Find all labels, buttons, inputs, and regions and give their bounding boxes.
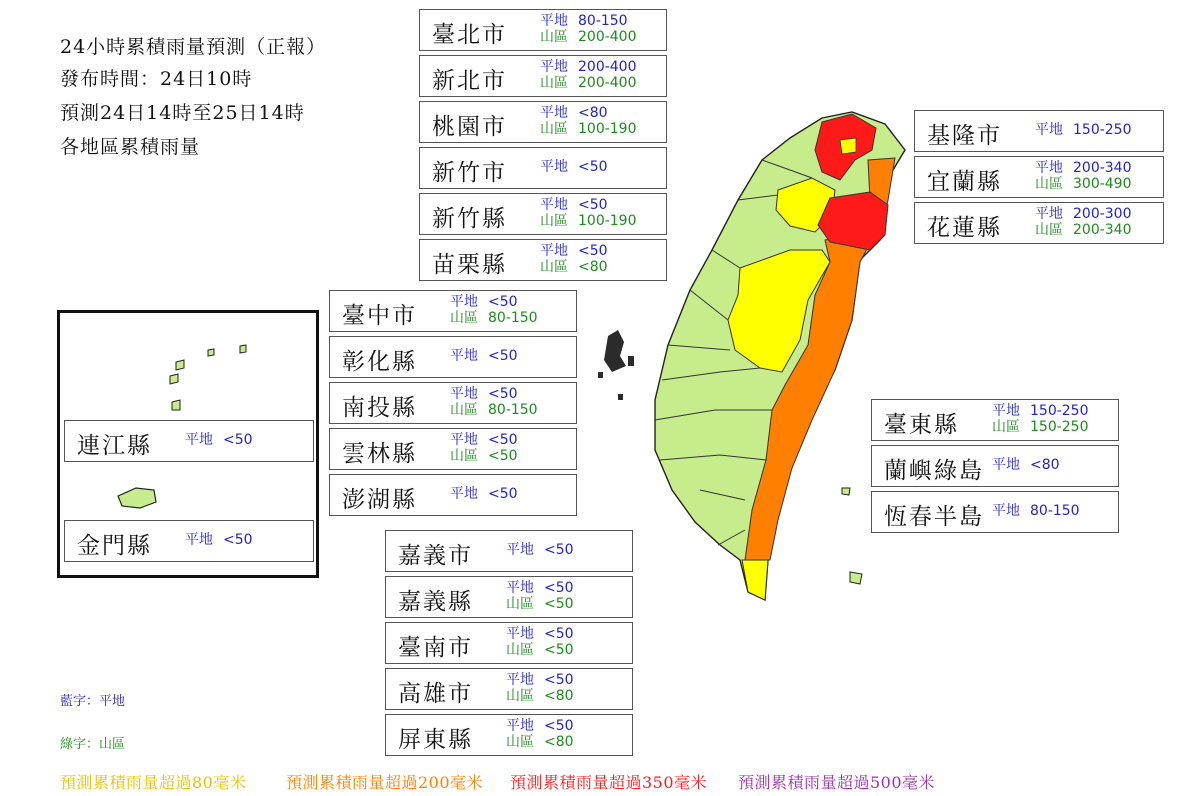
flat-value: 150-250: [1030, 403, 1089, 419]
flat-value: <50: [544, 626, 574, 642]
mountain-label: 山區: [540, 75, 568, 91]
region-box-hsinchu-county: [419, 193, 667, 235]
region-box-keelung-city: [914, 110, 1164, 152]
mountain-value: <50: [544, 642, 574, 658]
flat-value: <50: [223, 532, 253, 548]
mountain-value: 150-250: [1030, 419, 1089, 435]
flat-value: <50: [544, 580, 574, 596]
flat-label: 平地: [185, 432, 213, 448]
mountain-value: 80-150: [488, 402, 538, 418]
region-name: 雲林縣: [342, 441, 417, 467]
region-name: 新竹市: [432, 160, 507, 186]
region-box-chiayi-county: [385, 576, 633, 618]
flat-label: 平地: [540, 59, 568, 75]
flat-label: 平地: [506, 672, 534, 688]
mountain-value: <80: [544, 734, 574, 750]
region-box-kinmen-county: [64, 520, 314, 562]
region-name: 金門縣: [77, 533, 152, 559]
region-name: 宜蘭縣: [927, 169, 1002, 195]
flat-value: <50: [544, 718, 574, 734]
region-name: 花蓮縣: [927, 215, 1002, 241]
region-name: 新竹縣: [432, 206, 507, 232]
region-name: 臺東縣: [884, 412, 959, 438]
legend-over-200: 預測累積雨量超過200毫米: [286, 773, 484, 792]
region-box-pingtung-county: [385, 714, 633, 756]
mountain-label: 山區: [540, 29, 568, 45]
flat-value: 80-150: [578, 13, 628, 29]
flat-label: 平地: [540, 243, 568, 259]
region-box-lienchiang-county: [64, 420, 314, 462]
region-box-taipei-city: [419, 9, 667, 51]
region-name: 臺北市: [432, 22, 507, 48]
mountain-value: 80-150: [488, 310, 538, 326]
map-title: 24小時累積雨量預測（正報）: [60, 36, 327, 58]
flat-label: 平地: [450, 432, 478, 448]
issue-time: 發布時間：24日10時: [60, 68, 253, 90]
region-box-new-taipei-city: [419, 55, 667, 97]
map-subtitle: 各地區累積雨量: [60, 136, 201, 158]
legend-green-text: 綠字：山區: [60, 737, 126, 752]
flat-label: 平地: [506, 542, 534, 558]
region-name: 高雄市: [398, 681, 473, 707]
flat-label: 平地: [506, 626, 534, 642]
region-box-taoyuan-city: [419, 101, 667, 143]
mountain-label: 山區: [992, 419, 1020, 435]
mountain-value: 100-190: [578, 121, 637, 137]
flat-label: 平地: [1035, 206, 1063, 222]
orchid-island: [850, 572, 862, 584]
mountain-value: <80: [578, 259, 608, 275]
mountain-label: 山區: [506, 642, 534, 658]
flat-label: 平地: [506, 718, 534, 734]
region-name: 連江縣: [77, 433, 152, 459]
region-box-hengchun-peninsula: [871, 491, 1119, 533]
flat-value: 200-340: [1073, 160, 1132, 176]
mountain-label: 山區: [506, 688, 534, 704]
region-name: 桃園市: [432, 114, 507, 140]
legend-over-350: 預測累積雨量超過350毫米: [510, 773, 708, 792]
mountain-value: <50: [488, 448, 518, 464]
flat-label: 平地: [540, 197, 568, 213]
region-box-kaohsiung-city: [385, 668, 633, 710]
mountain-label: 山區: [540, 259, 568, 275]
region-box-taichung-city: [329, 290, 577, 332]
legend-blue-text: 藍字：平地: [60, 694, 126, 709]
flat-value: 200-400: [578, 59, 637, 75]
flat-label: 平地: [185, 532, 213, 548]
region-name: 南投縣: [342, 395, 417, 421]
region-name: 嘉義縣: [398, 589, 473, 615]
flat-label: 平地: [540, 13, 568, 29]
region-name: 嘉義市: [398, 543, 473, 569]
region-box-miaoli-county: [419, 239, 667, 281]
flat-value: <80: [578, 105, 608, 121]
region-box-chiayi-city: [385, 530, 633, 572]
flat-label: 平地: [450, 348, 478, 364]
flat-value: <50: [488, 386, 518, 402]
flat-value: <50: [488, 348, 518, 364]
flat-label: 平地: [450, 386, 478, 402]
mountain-label: 山區: [1035, 222, 1063, 238]
region-name: 澎湖縣: [342, 487, 417, 513]
flat-label: 平地: [992, 457, 1020, 473]
mountain-label: 山區: [450, 310, 478, 326]
mountain-label: 山區: [506, 734, 534, 750]
flat-label: 平地: [992, 403, 1020, 419]
mountain-value: 300-490: [1073, 176, 1132, 192]
flat-value: <80: [1030, 457, 1060, 473]
mountain-label: 山區: [540, 213, 568, 229]
flat-label: 平地: [450, 486, 478, 502]
region-box-yunlin-county: [329, 428, 577, 470]
mountain-label: 山區: [450, 402, 478, 418]
flat-value: <50: [544, 672, 574, 688]
region-box-taitung-county: [871, 399, 1119, 441]
mountain-label: 山區: [1035, 176, 1063, 192]
flat-value: <50: [488, 432, 518, 448]
flat-value: 150-250: [1073, 122, 1132, 138]
region-name: 恆春半島: [884, 504, 984, 530]
green-island: [842, 488, 850, 495]
flat-value: <50: [544, 542, 574, 558]
region-name: 基隆市: [927, 123, 1002, 149]
flat-value: <50: [223, 432, 253, 448]
flat-value: <50: [578, 197, 608, 213]
region-box-penghu-county: [329, 474, 577, 516]
mountain-value: <80: [544, 688, 574, 704]
zone-over-80-south: [742, 560, 768, 600]
flat-value: <50: [578, 159, 608, 175]
mountain-label: 山區: [506, 596, 534, 612]
flat-value: <50: [578, 243, 608, 259]
flat-label: 平地: [506, 580, 534, 596]
flat-label: 平地: [450, 294, 478, 310]
flat-label: 平地: [540, 105, 568, 121]
flat-label: 平地: [1035, 160, 1063, 176]
flat-value: <50: [488, 486, 518, 502]
legend-over-80: 預測累積雨量超過80毫米: [60, 773, 247, 792]
mountain-label: 山區: [540, 121, 568, 137]
legend-over-500: 預測累積雨量超過500毫米: [738, 773, 936, 792]
mountain-value: 200-340: [1073, 222, 1132, 238]
flat-label: 平地: [1035, 122, 1063, 138]
region-box-hualien-county: [914, 202, 1164, 244]
flat-label: 平地: [540, 159, 568, 175]
forecast-period: 預測24日14時至25日14時: [60, 102, 305, 124]
flat-label: 平地: [992, 503, 1020, 519]
mountain-value: 200-400: [578, 75, 637, 91]
region-name: 新北市: [432, 68, 507, 94]
region-name: 苗栗縣: [432, 252, 507, 278]
zone-over-80-taipei: [840, 138, 856, 154]
region-name: 蘭嶼綠島: [884, 458, 984, 484]
mountain-label: 山區: [450, 448, 478, 464]
region-name: 彰化縣: [342, 349, 417, 375]
region-box-yilan-county: [914, 156, 1164, 198]
mountain-value: 100-190: [578, 213, 637, 229]
region-box-hsinchu-city: [419, 147, 667, 189]
region-name: 臺中市: [342, 303, 417, 329]
mountain-value: 200-400: [578, 29, 637, 45]
region-box-changhua-county: [329, 336, 577, 378]
region-box-lanyu-lyudao: [871, 445, 1119, 487]
flat-value: <50: [488, 294, 518, 310]
region-box-nantou-county: [329, 382, 577, 424]
mountain-value: <50: [544, 596, 574, 612]
flat-value: 200-300: [1073, 206, 1132, 222]
region-name: 臺南市: [398, 635, 473, 661]
region-name: 屏東縣: [398, 727, 473, 753]
penghu-islands: [598, 330, 634, 400]
region-box-tainan-city: [385, 622, 633, 664]
flat-value: 80-150: [1030, 503, 1080, 519]
